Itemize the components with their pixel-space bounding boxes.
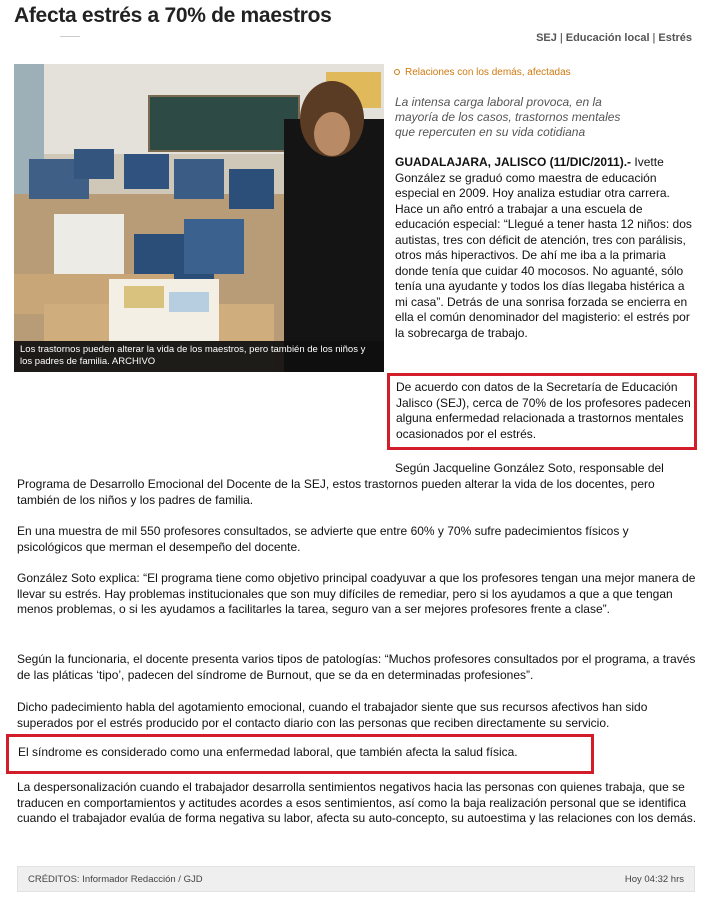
article-paragraph: Según la funcionaria, el docente presenta varios tipos de patologías: “Muchos profesores consultados por el programa, a través de las pláticas ‘tipo’, padecen del síndrome de Burnout, que se da en determinadas profesiones”. <box>17 652 696 682</box>
article-photo <box>14 64 384 372</box>
article-paragraph: González Soto explica: “El programa tiene como objetivo principal coadyuvar a que los profesores tengan una mejor manera de llevar su estrés. Hay problemas institucionales que son muy difíciles de remediar, pero si los ayudamos a que a que tengan menos problemas, o si les ayudamos a facilitarles la tarea, seguro van a ser mejores profesores frente a clase”. <box>17 571 696 616</box>
article-paragraph <box>395 155 695 341</box>
article-lead: La intensa carga laboral provoca, en la mayoría de los casos, trastornos mentales que repercuten en su vida cotidiana <box>395 95 621 139</box>
breadcrumb <box>536 32 692 44</box>
breadcrumb-educacion-local[interactable]: Educación local <box>565 32 650 44</box>
title-divider <box>60 36 80 37</box>
article-paragraph: Según Jacqueline González Soto, responsable del <box>395 461 664 475</box>
page-title: Afecta estrés a 70% de maestros <box>14 4 332 27</box>
breadcrumb-separator: | <box>652 32 656 44</box>
related-link[interactable] <box>394 67 571 78</box>
paragraph-text: Ivette González se graduó como maestra de educación especial en 2009. Hoy analiza estudiar otra carrera. Hace un año entró a trabajar a una escuela de educación especial: “Llegué a tener hasta 12 niños: dos autistas, tres con déficit de atención, tres con parálisis, otros más hiperactivos. De ahí me iba a la primaria donde tenía que cuidar 40 mocosos. No aguanté, sólo tenía una ayudante y todos los días llegaba histérica a mi casa”. Detrás de una sonrisa forzada se encierra en ella el común denominador del magisterio: el estrés por la sobrecarga de trabajo. <box>395 155 692 340</box>
breadcrumb-estres[interactable]: Estrés <box>658 32 692 44</box>
highlight-box <box>6 734 594 774</box>
photo-caption: Los trastornos pueden alterar la vida de los maestros, pero también de los niños y los padres de familia. ARCHIVO <box>14 341 384 372</box>
related-link-label[interactable]: Relaciones con los demás, afectadas <box>405 67 571 78</box>
article-paragraph: En una muestra de mil 550 profesores consultados, se advierte que entre 60% y 70% sufre padecimientos físicos y psicológicos que merman el desempeño del docente. <box>17 524 629 554</box>
timestamp: Hoy 04:32 hrs <box>624 874 684 885</box>
highlight-text: De acuerdo con datos de la Secretaría de Educación Jalisco (SEJ), cerca de 70% de los profesores padecen alguna enfermedad relacionada a trastornos mentales ocasionados por el estrés. <box>396 380 691 441</box>
article-paragraph: Programa de Desarrollo Emocional del Docente de la SEJ, estos trastornos pueden alterar la vida de los docentes, pero también de los niños y los padres de familia. <box>17 477 655 507</box>
breadcrumb-sej[interactable]: SEJ <box>536 32 557 44</box>
dateline: GUADALAJARA, JALISCO (11/DIC/2011).- <box>395 155 632 169</box>
article-paragraph: Dicho padecimiento habla del agotamiento emocional, cuando el trabajador siente que sus recursos afectivos han sido superados por el estrés producido por el contacto diario con las personas que reciben directamente su servicio. <box>17 700 648 730</box>
highlight-box <box>387 373 697 450</box>
credits-text: CRÉDITOS: Informador Redacción / GJD <box>28 874 203 885</box>
classroom-illustration <box>14 64 384 372</box>
credits-bar <box>17 866 695 892</box>
article-paragraph: La despersonalización cuando el trabajador desarrolla sentimientos negativos hacia las personas con quienes trabaja, que se traducen en comportamientos y actitudes acordes a esos sentimientos, así como la baja realización personal que se identifica cuando el trabajador evalúa de forma negativa su labor, afecta su auto-concepto, su autoestima y las relaciones con los demás. <box>17 780 697 825</box>
highlight-text: El síndrome es considerado como una enfermedad laboral, que también afecta la salud física. <box>18 745 518 759</box>
bullet-icon <box>394 69 400 75</box>
breadcrumb-separator: | <box>559 32 563 44</box>
